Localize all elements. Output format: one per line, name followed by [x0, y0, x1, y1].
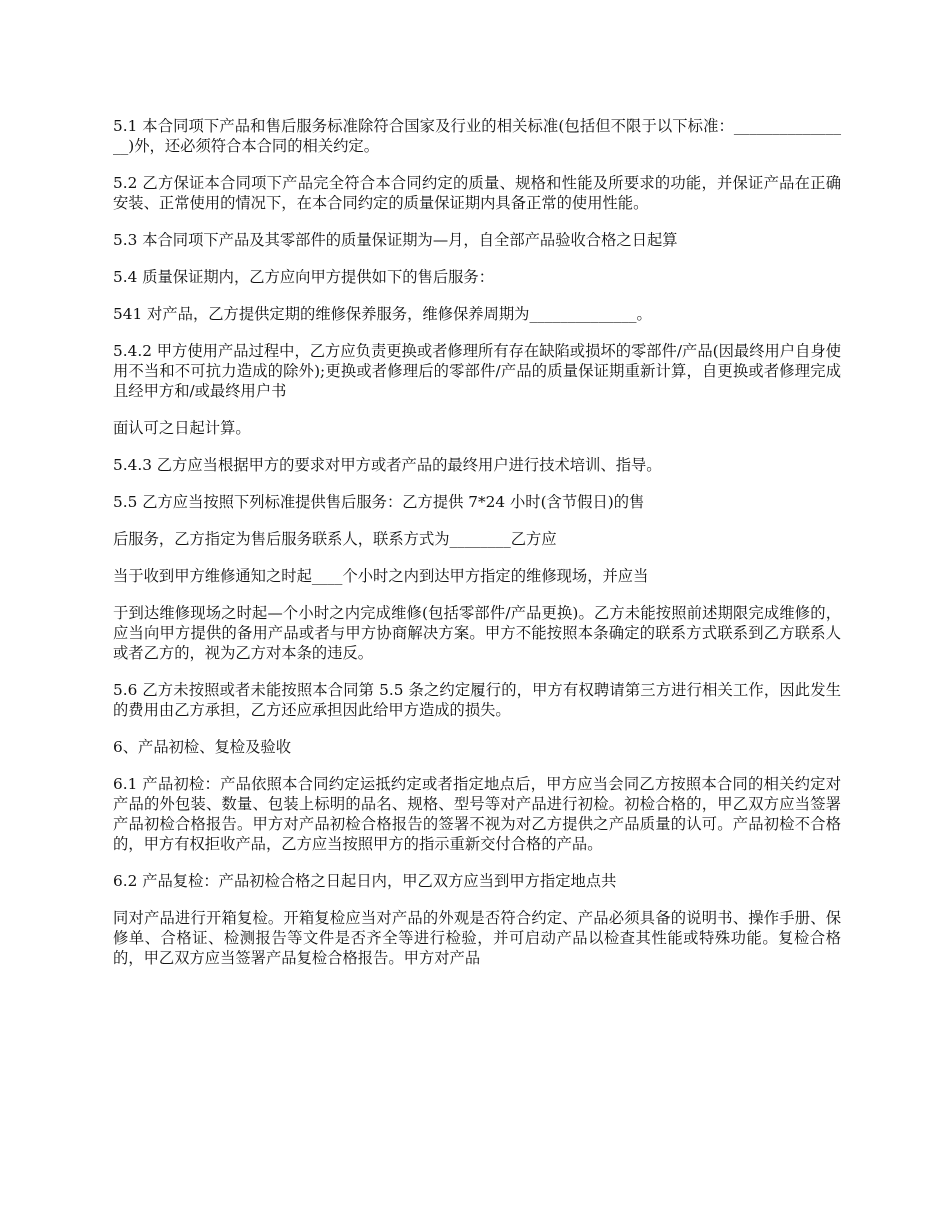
clause-5-5-continued-1: 后服务，乙方指定为售后服务联系人，联系方式为________乙方应	[113, 530, 557, 548]
clause-6-2: 6.2 产品复检：产品初检合格之日起日内，甲乙双方应当到甲方指定地点共	[113, 872, 617, 890]
clause-6-2-continued: 同对产品进行开箱复检。开箱复检应当对产品的外观是否符合约定、产品必须具备的说明书、操作手册、保修单、合格证、检测报告等文件是否齐全等进行检验，并可启动产品以检查其性能或特殊功能。复检合格的，甲乙双方应当签署产品复检合格报告。甲方对产品	[113, 909, 841, 967]
clause-5-5-continued-3: 于到达维修现场之时起—个小时之内完成维修(包括零部件/产品更换)。乙方未能按照前述期限完成维修的，应当向甲方提供的备用产品或者与甲方协商解决方案。甲方不能按照本条确定的联系方式联系到乙方联系人或者乙方的，视为乙方对本条的违反。	[113, 604, 841, 662]
clause-5-2: 5.2 乙方保证本合同项下产品完全符合本合同约定的质量、规格和性能及所要求的功能，并保证产品在正确安装、正常使用的情况下，在本合同约定的质量保证期内具备正常的使用性能。	[113, 174, 841, 212]
clause-5-6: 5.6 乙方未按照或者未能按照本合同第 5.5 条之约定履行的，甲方有权聘请第三方进行相关工作，因此发生的费用由乙方承担，乙方还应承担因此给甲方造成的损失。	[113, 681, 841, 719]
clause-5-4-1: 541 对产品，乙方提供定期的维修保养服务，维修保养周期为______________。	[113, 305, 652, 323]
section-6-heading: 6、产品初检、复检及验收	[113, 738, 291, 756]
clause-5-1: 5.1 本合同项下产品和售后服务标准除符合国家及行业的相关标准(包括但不限于以下标准：________________)外，还必须符合本合同的相关约定。	[113, 117, 841, 155]
document-page	[113, 116, 841, 985]
clause-5-4-2-continued: 面认可之日起计算。	[113, 419, 251, 437]
clause-5-4-2: 5.4.2 甲方使用产品过程中，乙方应负责更换或者修理所有存在缺陷或损坏的零部件/产品(因最终用户自身使用不当和不可抗力造成的除外);更换或者修理后的零部件/产品的质量保证期重新计算，自更换或者修理完成且经甲方和/或最终用户书	[113, 342, 841, 400]
clause-5-4: 5.4 质量保证期内，乙方应向甲方提供如下的售后服务：	[113, 268, 495, 286]
clause-5-3: 5.3 本合同项下产品及其零部件的质量保证期为—月，自全部产品验收合格之日起算	[113, 231, 678, 249]
clause-5-4-3: 5.4.3 乙方应当根据甲方的要求对甲方或者产品的最终用户进行技术培训、指导。	[113, 456, 662, 474]
clause-5-5-continued-2: 当于收到甲方维修通知之时起____个小时之内到达甲方指定的维修现场，并应当	[113, 567, 649, 585]
clause-6-1: 6.1 产品初检：产品依照本合同约定运抵约定或者指定地点后，甲方应当会同乙方按照本合同的相关约定对产品的外包装、数量、包装上标明的品名、规格、型号等对产品进行初检。初检合格的，甲乙双方应当签署产品初检合格报告。甲方对产品初检合格报告的签署不视为对乙方提供之产品质量的认可。产品初检不合格的，甲方有权拒收产品，乙方应当按照甲方的指示重新交付合格的产品。	[113, 775, 841, 853]
clause-5-5: 5.5 乙方应当按照下列标准提供售后服务：乙方提供 7*24 小时(含节假日)的售	[113, 493, 645, 511]
